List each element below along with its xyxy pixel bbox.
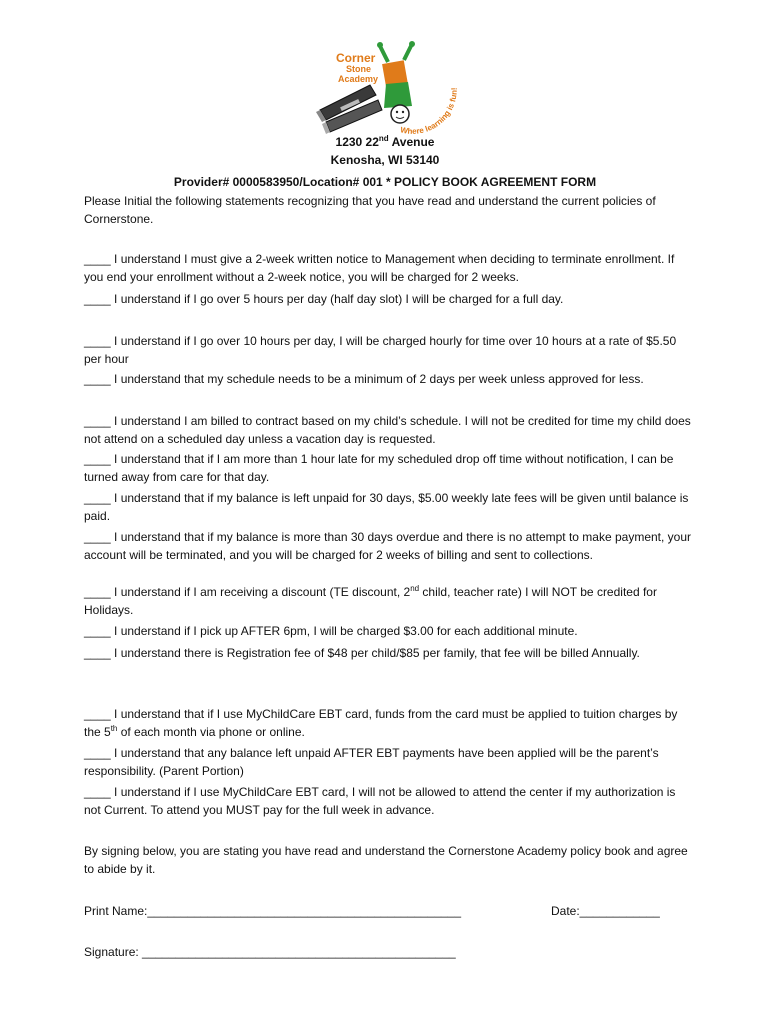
statement-late-fees: ____ I understand that if my balance is left unpaid for 30 days, $5.00 weekly late fees will be given until balance is paid. [84,491,689,523]
statement-late-pickup: ____ I understand if I pick up AFTER 6pm, I will be charged $3.00 for each additional minute. [84,624,578,638]
form-title: Provider# 0000583950/Location# 001 * POLICY BOOK AGREEMENT FORM [173,175,597,189]
cornerstone-academy-logo [300,40,470,140]
svg-text:Where learning is fun!: Where learning is fun! [399,87,459,136]
intro-text: Please Initial the following statements recognizing that you have read and understand the current policies of Cornerstone. [84,194,656,226]
statement-ebt-authorization: ____ I understand if I use MyChildCare EBT card, I will not be allowed to attend the center if my authorization is not Current. To attend you MUST pay for the full week in advance. [84,785,676,817]
date-field[interactable]: Date:____________ [551,904,660,918]
signature-field[interactable]: Signature: _______________________________________________ [84,945,456,959]
svg-text:Stone: Stone [346,64,372,74]
closing-text: By signing below, you are stating you have read and understand the Cornerstone Academy policy book and agree to abide by it. [84,844,688,876]
statement-registration-fee: ____ I understand there is Registration fee of $48 per child/$85 per family, that fee will be billed Annually. [84,646,640,660]
statement-late-drop-off: ____ I understand that if I am more than 1 hour late for my scheduled drop off time without notification, I can be turned away from care for that day. [84,452,674,484]
statement-termination-notice: ____ I understand I must give a 2-week written notice to Management when deciding to terminate enrollment. If you end your enrollment without a 2-week notice, you will be charged for 2 weeks. [84,252,675,284]
statement-half-day: ____ I understand if I go over 5 hours per day (half day slot) I will be charged for a full day. [84,292,564,306]
statement-over-10-hours: ____ I understand if I go over 10 hours per day, I will be charged hourly for time over 10 hours at a rate of $5.50 per hour [84,334,677,366]
address-street: 1230 22nd Avenue [335,134,435,149]
svg-text:Corner: Corner [336,51,376,65]
statement-billed-to-contract: ____ I understand I am billed to contract based on my child’s schedule. I will not be credited for time my child does not attend on a scheduled day unless a vacation day is requested. [84,414,691,446]
statement-ebt-balance: ____ I understand that any balance left unpaid AFTER EBT payments have been applied will be the parent’s responsibility. (Parent Portion) [84,746,659,778]
svg-text:Academy: Academy [338,74,379,84]
statement-min-schedule: ____ I understand that my schedule needs to be a minimum of 2 days per week unless approved for less. [84,372,644,386]
statement-ebt-funds: ____ I understand that if I use MyChildCare EBT card, funds from the card must be applied to tuition charges by the 5th of each month via phone or online. [84,707,678,739]
child-figure-icon [377,41,415,123]
address-city: Kenosha, WI 53140 [330,153,440,167]
crayons-icon [316,85,382,134]
print-name-field[interactable]: Print Name:_______________________________________________ [84,904,462,918]
statement-discount-holidays: ____ I understand if I am receiving a discount (TE discount, 2nd child, teacher rate) I will NOT be credited for Holidays. [84,584,657,617]
statement-account-terminated: ____ I understand that if my balance is more than 30 days overdue and there is no attempt to make payment, your account will be terminated, and you will be charged for 2 weeks of billing and sent to collections. [84,530,692,562]
